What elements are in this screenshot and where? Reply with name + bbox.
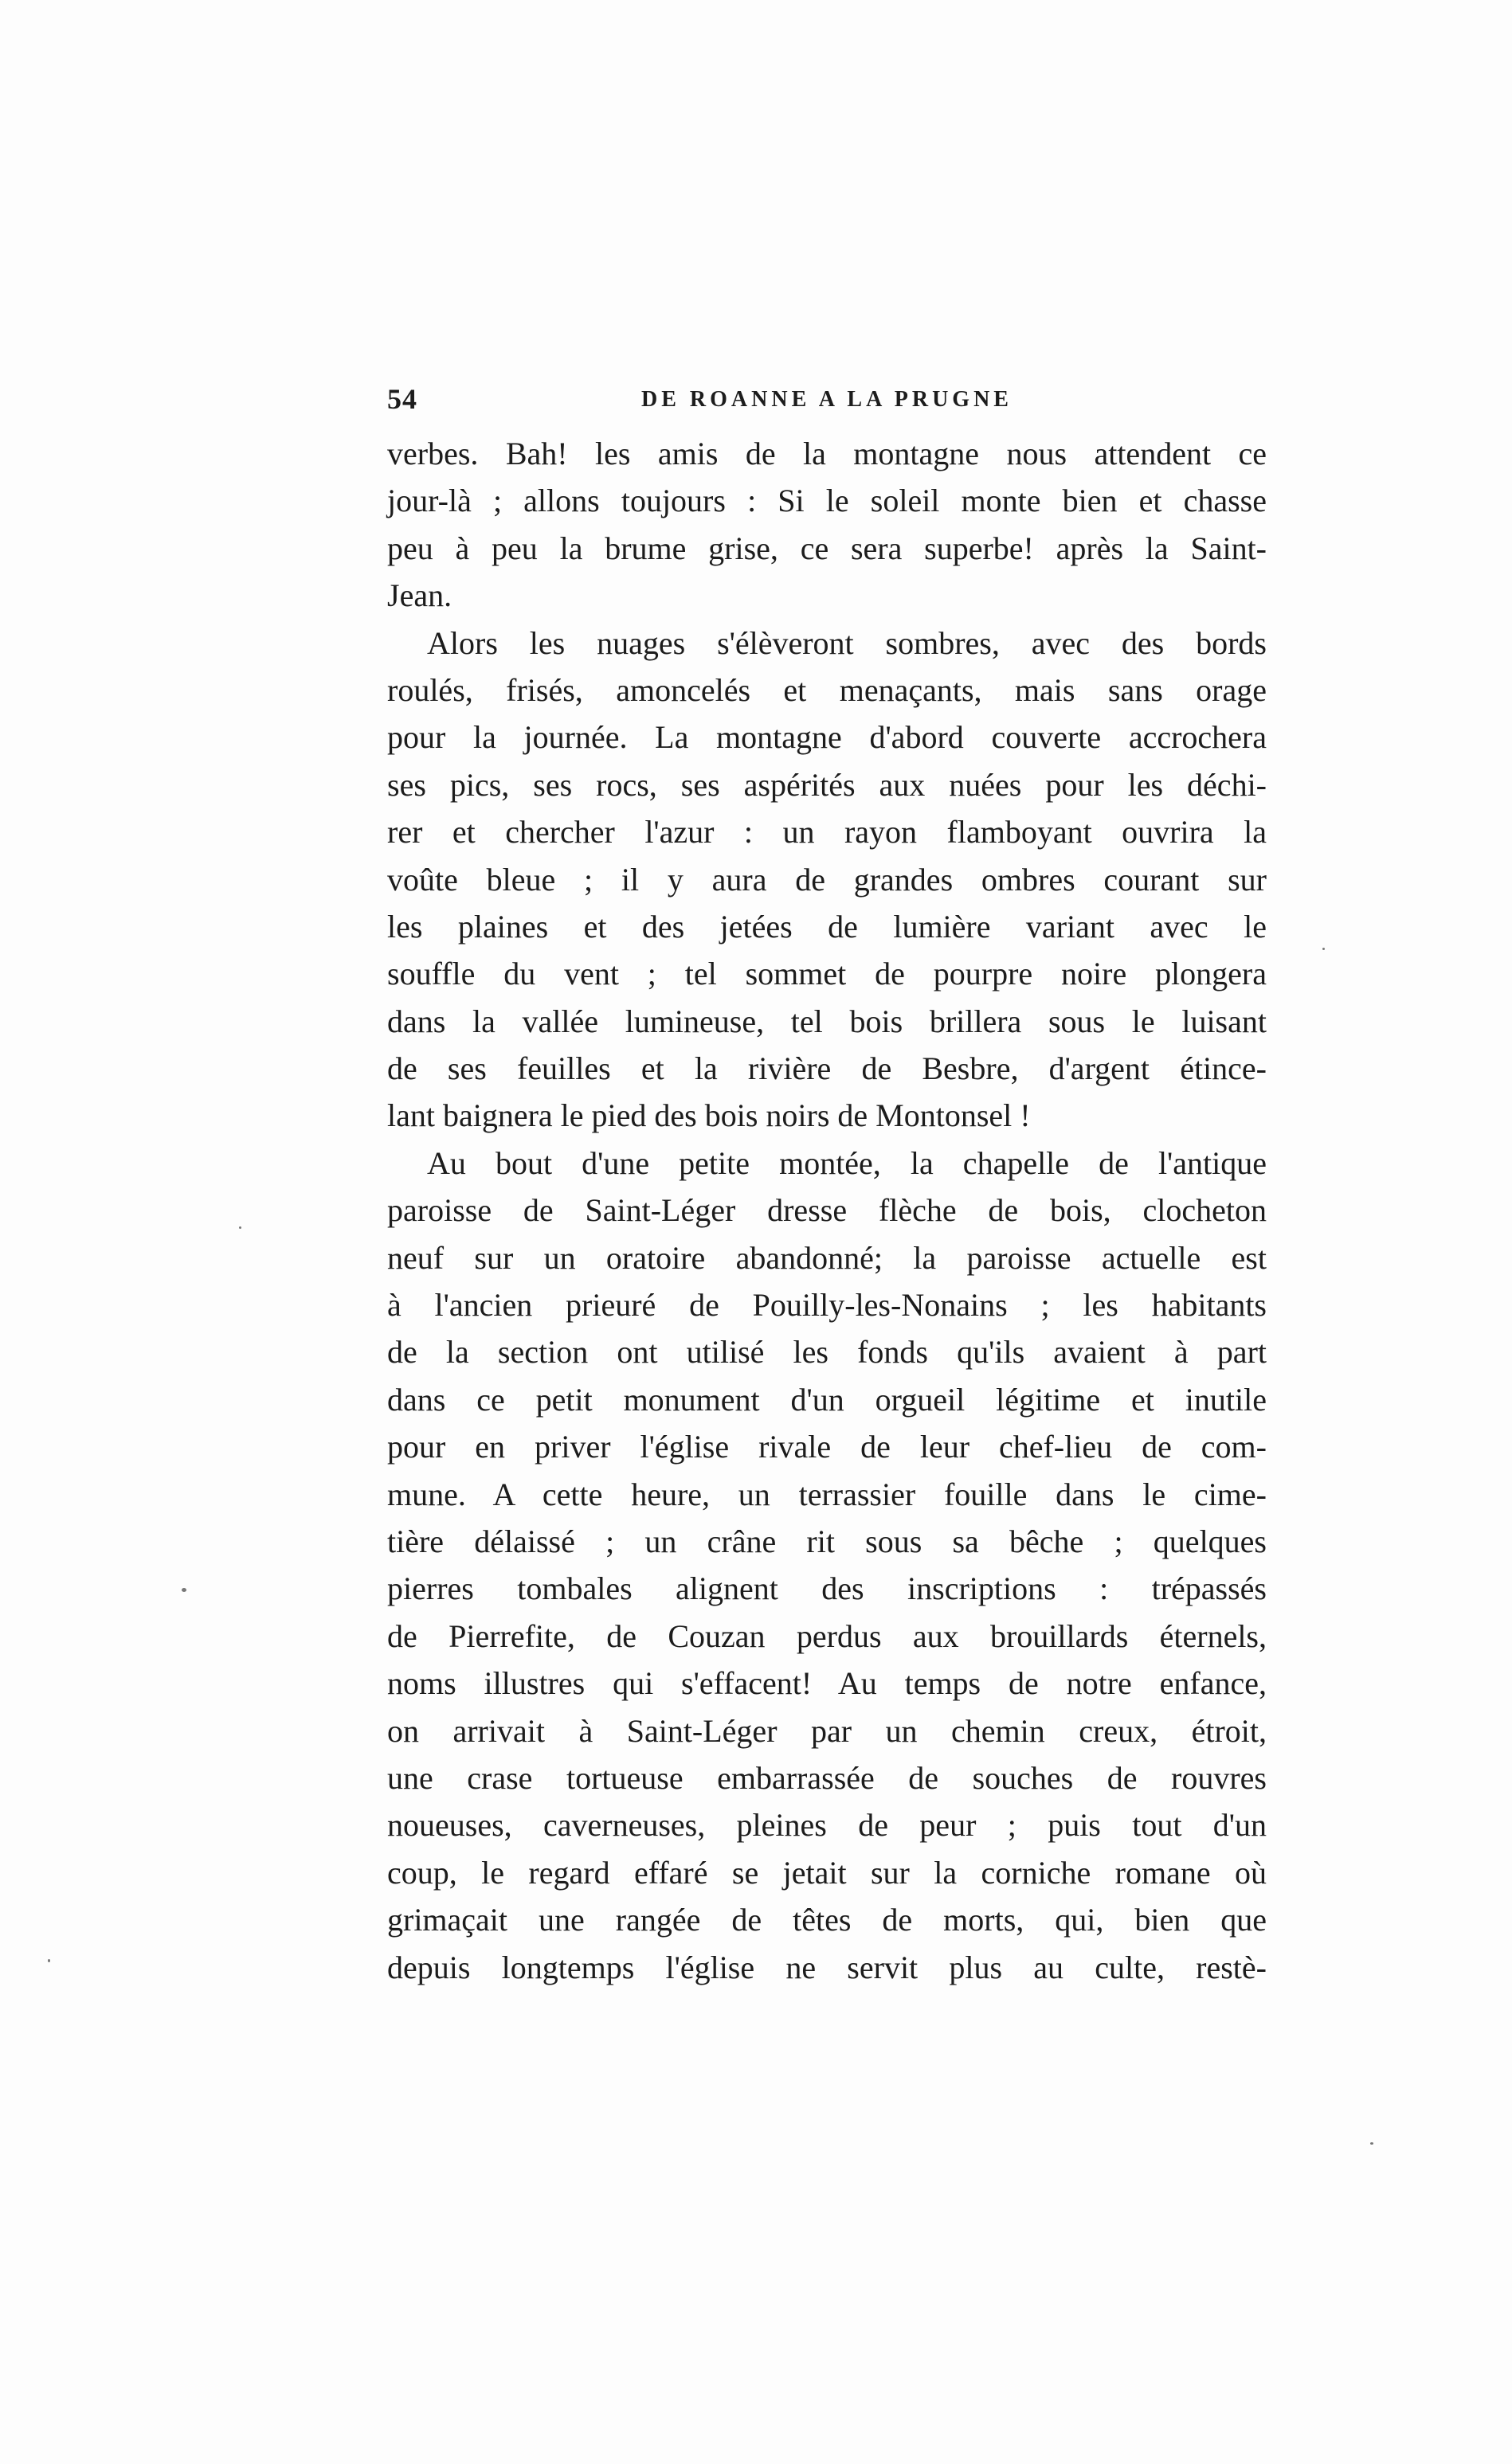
page-header bbox=[387, 377, 1267, 425]
running-title: DE ROANNE A LA PRUGNE bbox=[641, 387, 1013, 412]
scan-speck bbox=[48, 1959, 50, 1962]
text-line: verbes. Bah! les amis de la montagne nous attendent ce bbox=[387, 436, 1267, 471]
text-line: coup, le regard effaré se jetait sur la corniche romane où bbox=[387, 1854, 1267, 1891]
text-line: pour en priver l'église rivale de leur chef-lieu de com- bbox=[387, 1429, 1267, 1465]
scan-speck bbox=[1322, 948, 1325, 950]
text-line: à l'ancien prieuré de Pouilly-les-Nonains ; les habitants bbox=[387, 1287, 1267, 1324]
page-number: 54 bbox=[387, 383, 417, 415]
text-line: de ses feuilles et la rivière de Besbre, d'argent étince- bbox=[387, 1050, 1267, 1087]
scan-speck bbox=[182, 1588, 186, 1592]
text-line: noms illustres qui s'effacent! Au temps de notre enfance, bbox=[387, 1665, 1267, 1702]
scan-speck bbox=[1370, 2142, 1373, 2145]
text-line: roulés, frisés, amoncelés et menaçants, mais sans orage bbox=[387, 671, 1267, 708]
text-line: peu à peu la brume grise, ce sera superbe! après la Saint- bbox=[387, 530, 1267, 566]
text-line: paroisse de Saint-Léger dresse flèche de bois, clocheton bbox=[387, 1192, 1267, 1229]
text-line: dans la vallée lumineuse, tel bois brillera sous le luisant bbox=[387, 1003, 1267, 1039]
text-line: Au bout d'une petite montée, la chapelle de l'antique bbox=[427, 1144, 1267, 1181]
text-line: tière délaissé ; un crâne rit sous sa bêche ; quelques bbox=[387, 1523, 1267, 1559]
scan-speck bbox=[239, 1226, 241, 1229]
text-line: pierres tombales alignent des inscriptions : trépassés bbox=[387, 1570, 1267, 1607]
text-line: Jean. bbox=[387, 577, 452, 614]
text-line: grimaçait une rangée de têtes de morts, qui, bien que bbox=[387, 1902, 1267, 1938]
text-line: jour-là ; allons toujours : Si le soleil monte bien et chasse bbox=[387, 483, 1267, 519]
text-line: dans ce petit monument d'un orgueil légitime et inutile bbox=[387, 1381, 1267, 1418]
text-line: depuis longtemps l'église ne servit plus au culte, restè- bbox=[387, 1949, 1267, 1985]
text-line: neuf sur un oratoire abandonné; la paroisse actuelle est bbox=[387, 1239, 1267, 1276]
text-line: rer et chercher l'azur : un rayon flamboyant ouvrira la bbox=[387, 814, 1267, 851]
text-line: voûte bleue ; il y aura de grandes ombres courant sur bbox=[387, 861, 1267, 898]
text-line: lant baignera le pied des bois noirs de Montonsel ! bbox=[387, 1097, 1031, 1134]
text-line: souffle du vent ; tel sommet de pourpre noire plongera bbox=[387, 956, 1267, 992]
body-text bbox=[387, 430, 1267, 1991]
text-line: noueuses, caverneuses, pleines de peur ; puis tout d'un bbox=[387, 1807, 1267, 1844]
text-line: une crase tortueuse embarrassée de souches de rouvres bbox=[387, 1759, 1267, 1796]
text-line: on arrivait à Saint-Léger par un chemin creux, étroit, bbox=[387, 1712, 1267, 1749]
text-line: pour la journée. La montagne d'abord couverte accrochera bbox=[387, 719, 1267, 756]
text-line: de la section ont utilisé les fonds qu'ils avaient à part bbox=[387, 1334, 1267, 1371]
text-line: les plaines et des jetées de lumière variant avec le bbox=[387, 908, 1267, 945]
text-line: mune. A cette heure, un terrassier fouille dans le cime- bbox=[387, 1476, 1267, 1512]
text-line: de Pierrefite, de Couzan perdus aux brouillards éternels, bbox=[387, 1617, 1267, 1654]
text-line: Alors les nuages s'élèveront sombres, avec des bords bbox=[427, 624, 1267, 661]
text-line: ses pics, ses rocs, ses aspérités aux nuées pour les déchi- bbox=[387, 766, 1267, 803]
